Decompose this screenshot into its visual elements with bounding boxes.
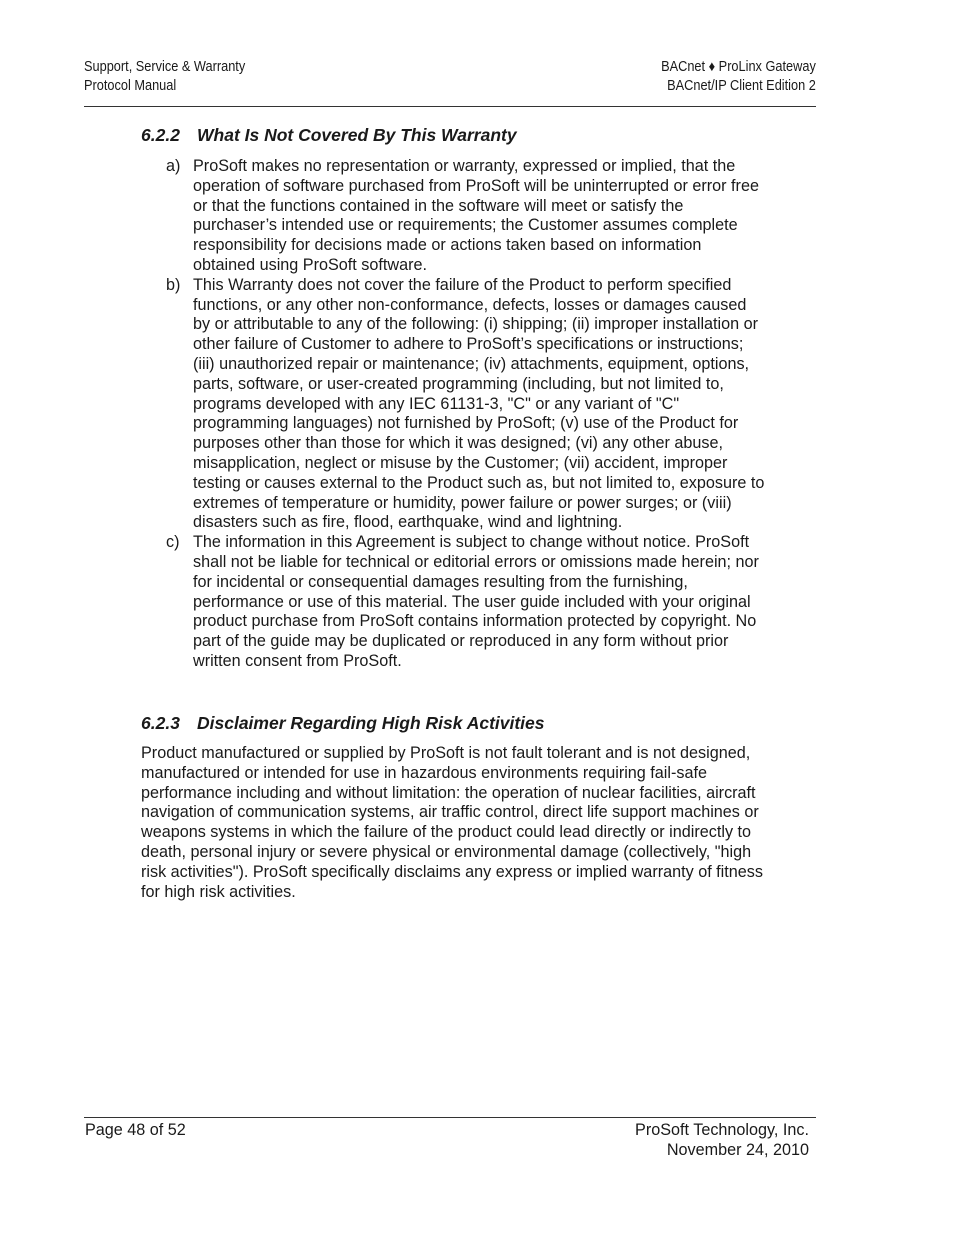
header-manual-type: Protocol Manual xyxy=(84,78,177,94)
page-footer xyxy=(84,1117,816,1163)
footer-right xyxy=(635,1121,809,1160)
list-item xyxy=(166,533,766,672)
section-heading-622 xyxy=(141,125,517,146)
page-header xyxy=(84,56,816,107)
section-number: 6.2.3 xyxy=(141,713,180,733)
header-edition: BACnet/IP Client Edition 2 xyxy=(667,78,816,94)
page-number: Page 48 of 52 xyxy=(85,1121,186,1139)
section-title-text: What Is Not Covered By This Warranty xyxy=(197,125,517,145)
header-left xyxy=(84,58,245,96)
list-marker: b) xyxy=(166,275,181,294)
list-item xyxy=(166,276,766,533)
header-category: Support, Service & Warranty xyxy=(84,59,246,75)
high-risk-disclaimer-paragraph: Product manufactured or supplied by ProSoft is not fault tolerant and is not designed, manufactured or intended for use in hazardous environments requiring fail-safe performance including and without limitation: the operation of nuclear facilities, aircraft navigation of communication systems, air traffic control, direct life support machines or weapons systems in which the failure of the product could lead directly or indirectly to death, personal injury or severe physical or environmental damage (collectively, "high risk activities"). ProSoft specifically disclaims any express or implied warranty of fitness for high risk activities. xyxy=(141,744,763,901)
list-item-text: The information in this Agreement is subject to change without notice. ProSoft shall not be liable for technical or editorial errors or omissions made herein; nor for incidental or consequential damages resulting from the furnishing, performance or use of this material. The user guide included with your original product purchase from ProSoft contains information protected by copyright. No part of the guide may be duplicated or reproduced in any form without prior written consent from ProSoft. xyxy=(193,533,759,670)
list-item-text: This Warranty does not cover the failure of the Product to perform specified functions, or any other non-conformance, defects, losses or damages caused by or attributable to any of the following: (i) shipping; (ii) improper installation or other failure of Customer to adhere to ProSoft’s specifications or instructions; (iii) unauthorized repair or maintenance; (iv) attachments, equipment, options, parts, software, or user-created programming (including, but not limited to, programs developed with any IEC 61131-3, "C" or any variant of "C" programming languages) not furnished by ProSoft; (v) use of the Product for purposes other than those for which it was designed; (vi) any other abuse, misapplication, neglect or misuse by the Customer; (vii) accident, improper testing or causes external to the Product such as, but not limited to, exposure to extremes of temperature or humidity, power failure or power surges; or (viii) disasters such as fire, flood, earthquake, wind and lightning. xyxy=(193,275,765,532)
footer-company: ProSoft Technology, Inc. xyxy=(635,1121,809,1139)
section-number: 6.2.2 xyxy=(141,125,180,145)
list-item xyxy=(166,157,766,276)
list-item-text: ProSoft makes no representation or warranty, expressed or implied, that the operation of software purchased from ProSoft will be uninterrupted or error free or that the functions contained in the software will meet or satisfy the purchaser’s intended use or requirements; the Customer assumes complete responsibility for decisions made or actions taken based on information obtained using ProSoft software. xyxy=(193,157,759,274)
section-heading-623 xyxy=(141,713,545,734)
list-marker: c) xyxy=(166,533,180,552)
section-title-text: Disclaimer Regarding High Risk Activities xyxy=(197,713,545,733)
warranty-exclusions-list xyxy=(166,157,766,672)
header-product: BACnet ♦ ProLinx Gateway xyxy=(661,59,816,75)
header-right xyxy=(661,58,816,96)
list-marker: a) xyxy=(166,157,181,175)
footer-date: November 24, 2010 xyxy=(666,1140,809,1159)
